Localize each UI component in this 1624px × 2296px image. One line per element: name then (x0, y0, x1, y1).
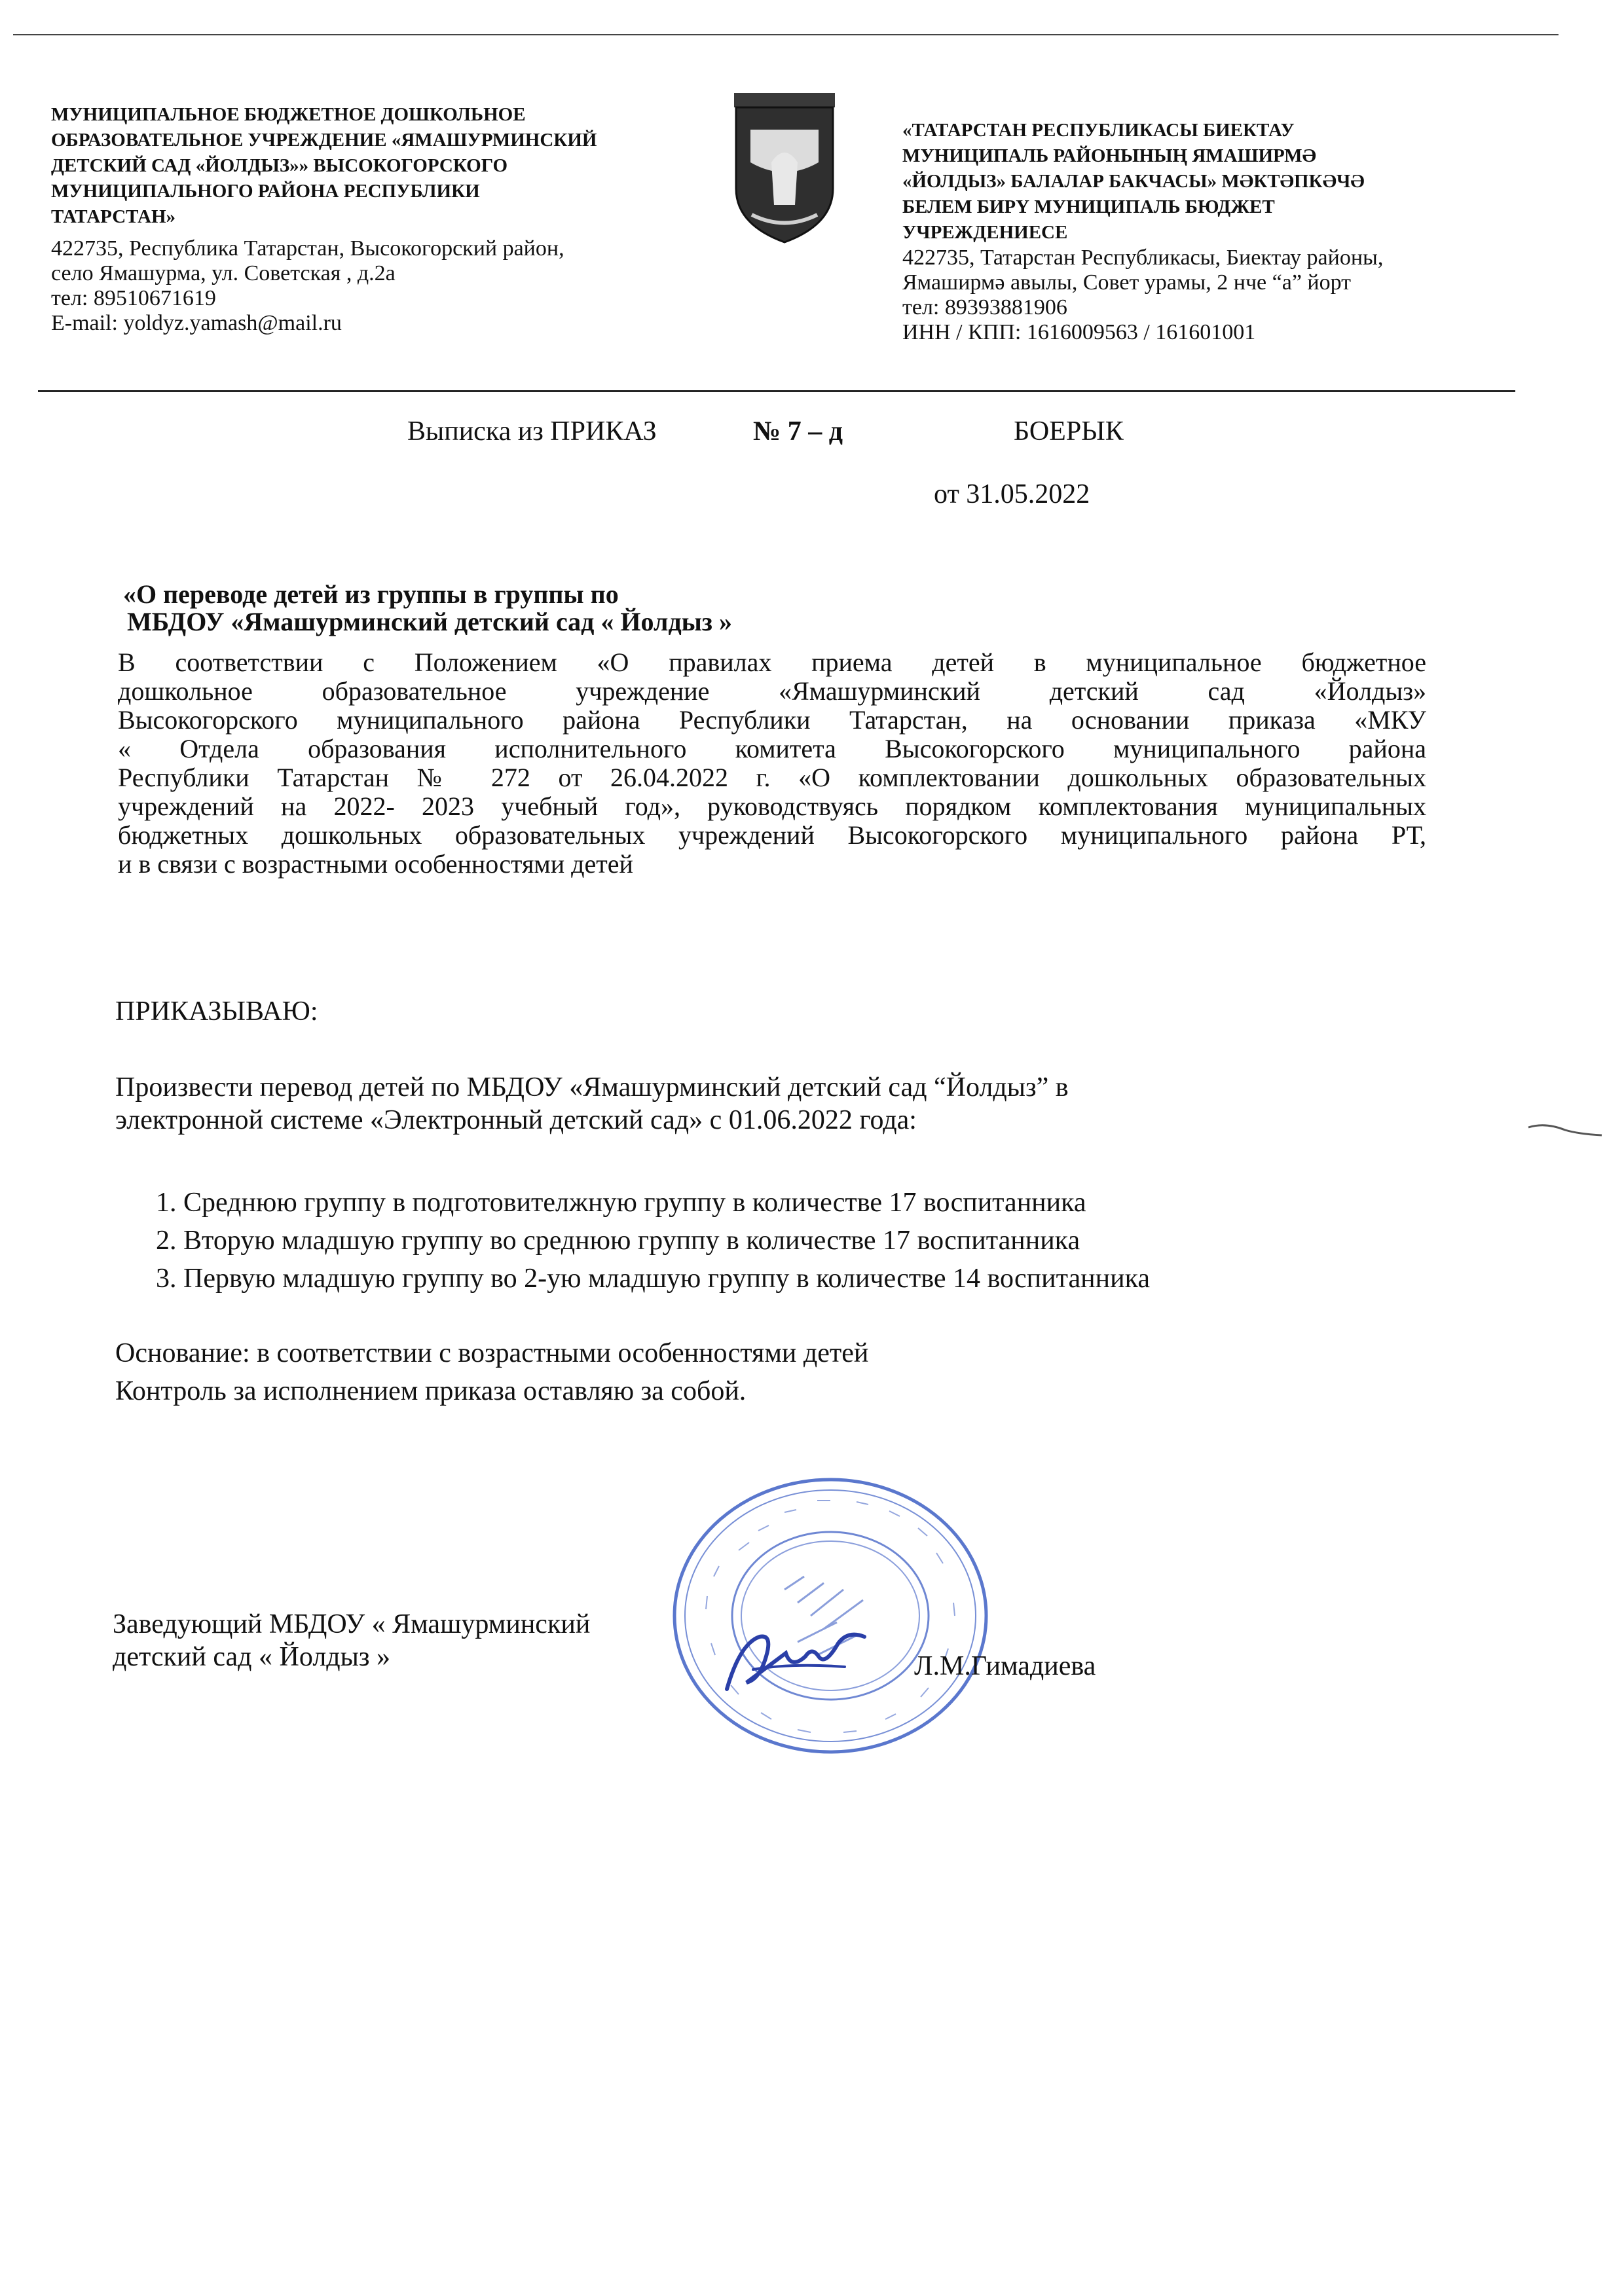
handwritten-signature (714, 1617, 884, 1702)
round-seal-stamp (667, 1472, 994, 1760)
header-right (902, 118, 1570, 345)
top-border-line (13, 34, 1559, 35)
list-item: 3. Первую младшую группу во 2-ую младшую группу в количестве 14 воспитанника (156, 1264, 1150, 1294)
scan-mark (1526, 1120, 1604, 1139)
org-name-ru: МУНИЦИПАЛЬНОЕ БЮДЖЕТНОЕ ДОШКОЛЬНОЕ ОБРАЗОВАТЕЛЬНОЕ УЧРЕЖДЕНИЕ «ЯМАШУРМИНСКИЙ ДЕТСКИЙ САД «ЙОЛДЫЗ»» ВЫСОКОГОРСКОГО МУНИЦИПАЛЬНОГО РАЙОНА РЕСПУБЛИКИ ТАТАРСТАН» (51, 104, 597, 227)
preamble-paragraph: В соответствии с Положением «О правилах приема детей в муниципальное бюджетное дошкольное образовательное учреждение «Ямашурминский детский сад «Йолдыз» Высокогорского муниципального района Республики Татарстан, на основании приказа «МКУ « Отдела образования исполнительного комитета Высокогорского муниципального района Республики Татарстан № 272 от 26.04.2022 г. «О комплектовании дошкольных образовательных учреждений на 2022- 2023 учебный год», руководствуясь порядком комплектования муниципальных бюджетных дошкольных образовательных учреждений Высокогорского муниципального района РТ, и в связи с возрастными особенностями детей (118, 647, 1426, 879)
header-divider (38, 390, 1515, 392)
basis-text: Основание: в соответствии с возрастными особенностями детей (115, 1338, 869, 1368)
order-number: № 7 – д (753, 416, 843, 446)
list-item: 1. Среднюю группу в подготовителжную группу в количестве 17 воспитанника (156, 1188, 1086, 1218)
control-text: Контроль за исполнением приказа оставляю за собой. (115, 1376, 747, 1406)
order-subject: «О переводе детей из группы в группы по МБДОУ «Ямашурминский детский сад « Йолдыз » (123, 579, 732, 636)
address-tt: 422735, Татарстан Республикасы, Биектау районы, Ямаширмә авылы, Совет урамы, 2 нче “а” йорт тел: 89393881906 ИНН / КПП: 1616009563 / 161601001 (902, 246, 1384, 344)
transfer-list (156, 1186, 1150, 1295)
address-ru: 422735, Республика Татарстан, Высокогорский район, село Ямашурма, ул. Советская , д.2а тел: 89510671619 E-mail: yoldyz.yamash@mail.ru (51, 236, 564, 335)
signatory-name: Л.М.Гимадиева (914, 1651, 1096, 1681)
org-name-tt: «ТАТАРСТАН РЕСПУБЛИКАСЫ БИЕКТАУ МУНИЦИПАЛЬ РАЙОНЫНЫҢ ЯМАШИРМӘ «ЙОЛДЫЗ» БАЛАЛАР БАКЧАСЫ» МӘКТӘПКӘЧӘ БЕЛЕМ БИРҮ МУНИЦИПАЛЬ БЮДЖЕТ УЧРЕЖДЕНИЕСЕ (902, 120, 1365, 243)
list-item: 2. Вторую младшую группу во среднюю группу в количестве 17 воспитанника (156, 1226, 1080, 1256)
order-date: от 31.05.2022 (934, 479, 1090, 509)
header-left (51, 102, 706, 336)
coat-of-arms-emblem (732, 90, 837, 247)
order-tatar-word: БОЕРЫК (1014, 416, 1124, 446)
order-prefix: Выписка из ПРИКАЗ (407, 416, 657, 446)
action-text: Произвести перевод детей по МБДОУ «Ямашурминский детский сад “Йолдыз” в электронной системе «Электронный детский сад» с 01.06.2022 года: (115, 1072, 1069, 1135)
signatory-position: Заведующий МБДОУ « Ямашурминский детский сад « Йолдыз » (113, 1609, 591, 1672)
order-word: ПРИКАЗЫВАЮ: (115, 996, 318, 1027)
